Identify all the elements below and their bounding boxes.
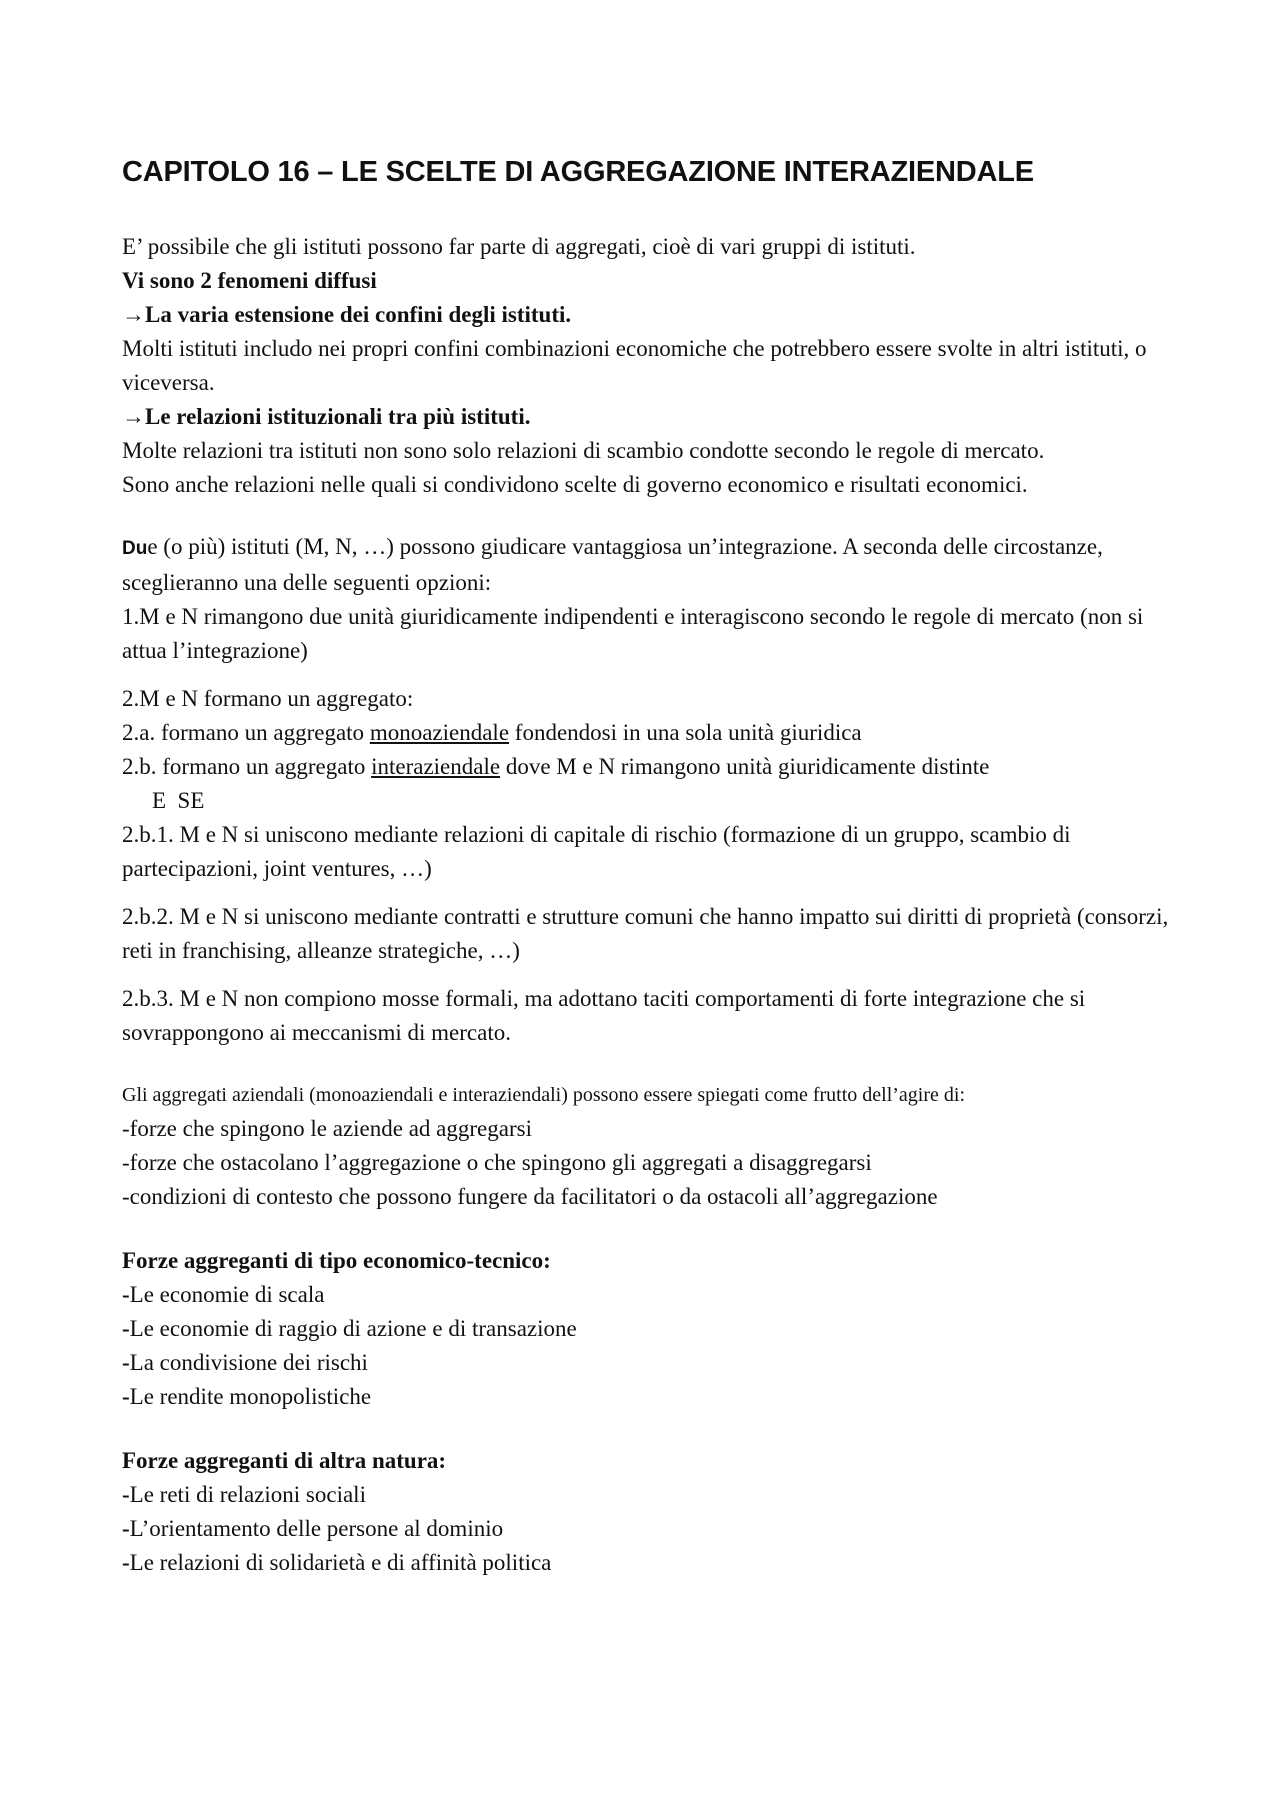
intro-line: E’ possibile che gli istituti possono far parte di aggregati, cioè di vari gruppi di istituti. <box>122 234 916 259</box>
other-item: -Le reti di relazioni sociali <box>122 1482 366 1507</box>
economic-heading: Forze aggreganti di tipo economico-tecnico: <box>122 1248 551 1273</box>
page-title: CAPITOLO 16 – LE SCELTE DI AGGREGAZIONE INTERAZIENDALE <box>122 156 1034 188</box>
arrow-point-1: →La varia estensione dei confini degli istituti. <box>122 302 572 327</box>
forces-item: -condizioni di contesto che possono fungere da facilitatori o da ostacoli all’aggregazione <box>122 1184 938 1209</box>
other-heading: Forze aggreganti di altra natura: <box>122 1448 447 1473</box>
other-item: -L’orientamento delle persone al dominio <box>122 1516 504 1541</box>
arrow-point-2: →Le relazioni istituzionali tra più istituti. <box>122 404 531 429</box>
option-2b1: 2.b.1. M e N si uniscono mediante relazioni di capitale di rischio (formazione di un gruppo, scambio di partecipazioni, joint ventures, …) <box>122 822 1071 881</box>
other-item: -Le relazioni di solidarietà e di affinità politica <box>122 1550 552 1575</box>
forces-item: -forze che ostacolano l’aggregazione o che spingono gli aggregati a disaggregarsi <box>122 1150 872 1175</box>
economic-item: -La condivisione dei rischi <box>122 1350 368 1375</box>
option-2b2: 2.b.2. M e N si uniscono mediante contratti e strutture comuni che hanno impatto sui diritti di proprietà (consorzi, reti in franchising, alleanze strategiche, …) <box>122 904 1169 963</box>
intro-paragraph-1: Molti istituti includo nei propri confini combinazioni economiche che potrebbero essere svolte in altri istituti, o viceversa. <box>122 336 1147 395</box>
economic-item: -Le economie di raggio di azione e di transazione <box>122 1316 577 1341</box>
option-2b: 2.b. formano un aggregato interaziendale dove M e N rimangono unità giuridicamente distinte <box>122 754 990 779</box>
economic-item: -Le rendite monopolistiche <box>122 1384 372 1409</box>
option-2a: 2.a. formano un aggregato monoaziendale fondendosi in una sola unità giuridica <box>122 720 862 745</box>
e-se-line: E SE <box>152 788 205 813</box>
document-page <box>122 152 1182 1580</box>
intro-subheading: Vi sono 2 fenomeni diffusi <box>122 268 377 293</box>
intro-paragraph-2b: Sono anche relazioni nelle quali si condividono scelte di governo economico e risultati economici. <box>122 472 1028 497</box>
option-2b3: 2.b.3. M e N non compiono mosse formali, ma adottano taciti comportamenti di forte integrazione che si sovrappongono ai meccanismi di mercato. <box>122 986 1086 1045</box>
option-1: 1.M e N rimangono due unità giuridicamente indipendenti e interagiscono secondo le regole di mercato (non si attua l’integrazione) <box>122 604 1144 663</box>
options-lead: Due (o più) istituti (M, N, …) possono giudicare vantaggiosa un’integrazione. A seconda delle circostanze, sceglieranno una delle seguenti opzioni: <box>122 534 1103 595</box>
option-2: 2.M e N formano un aggregato: <box>122 686 414 711</box>
right-arrow-icon: → <box>122 404 145 429</box>
intro-paragraph-2a: Molte relazioni tra istituti non sono solo relazioni di scambio condotte secondo le regole di mercato. <box>122 438 1045 463</box>
right-arrow-icon: → <box>122 302 145 327</box>
forces-item: -forze che spingono le aziende ad aggregarsi <box>122 1116 532 1141</box>
economic-item: -Le economie di scala <box>122 1282 325 1307</box>
forces-lead: Gli aggregati aziendali (monoaziendali e interaziendali) possono essere spiegati come frutto dell’agire di: <box>122 1084 966 1106</box>
